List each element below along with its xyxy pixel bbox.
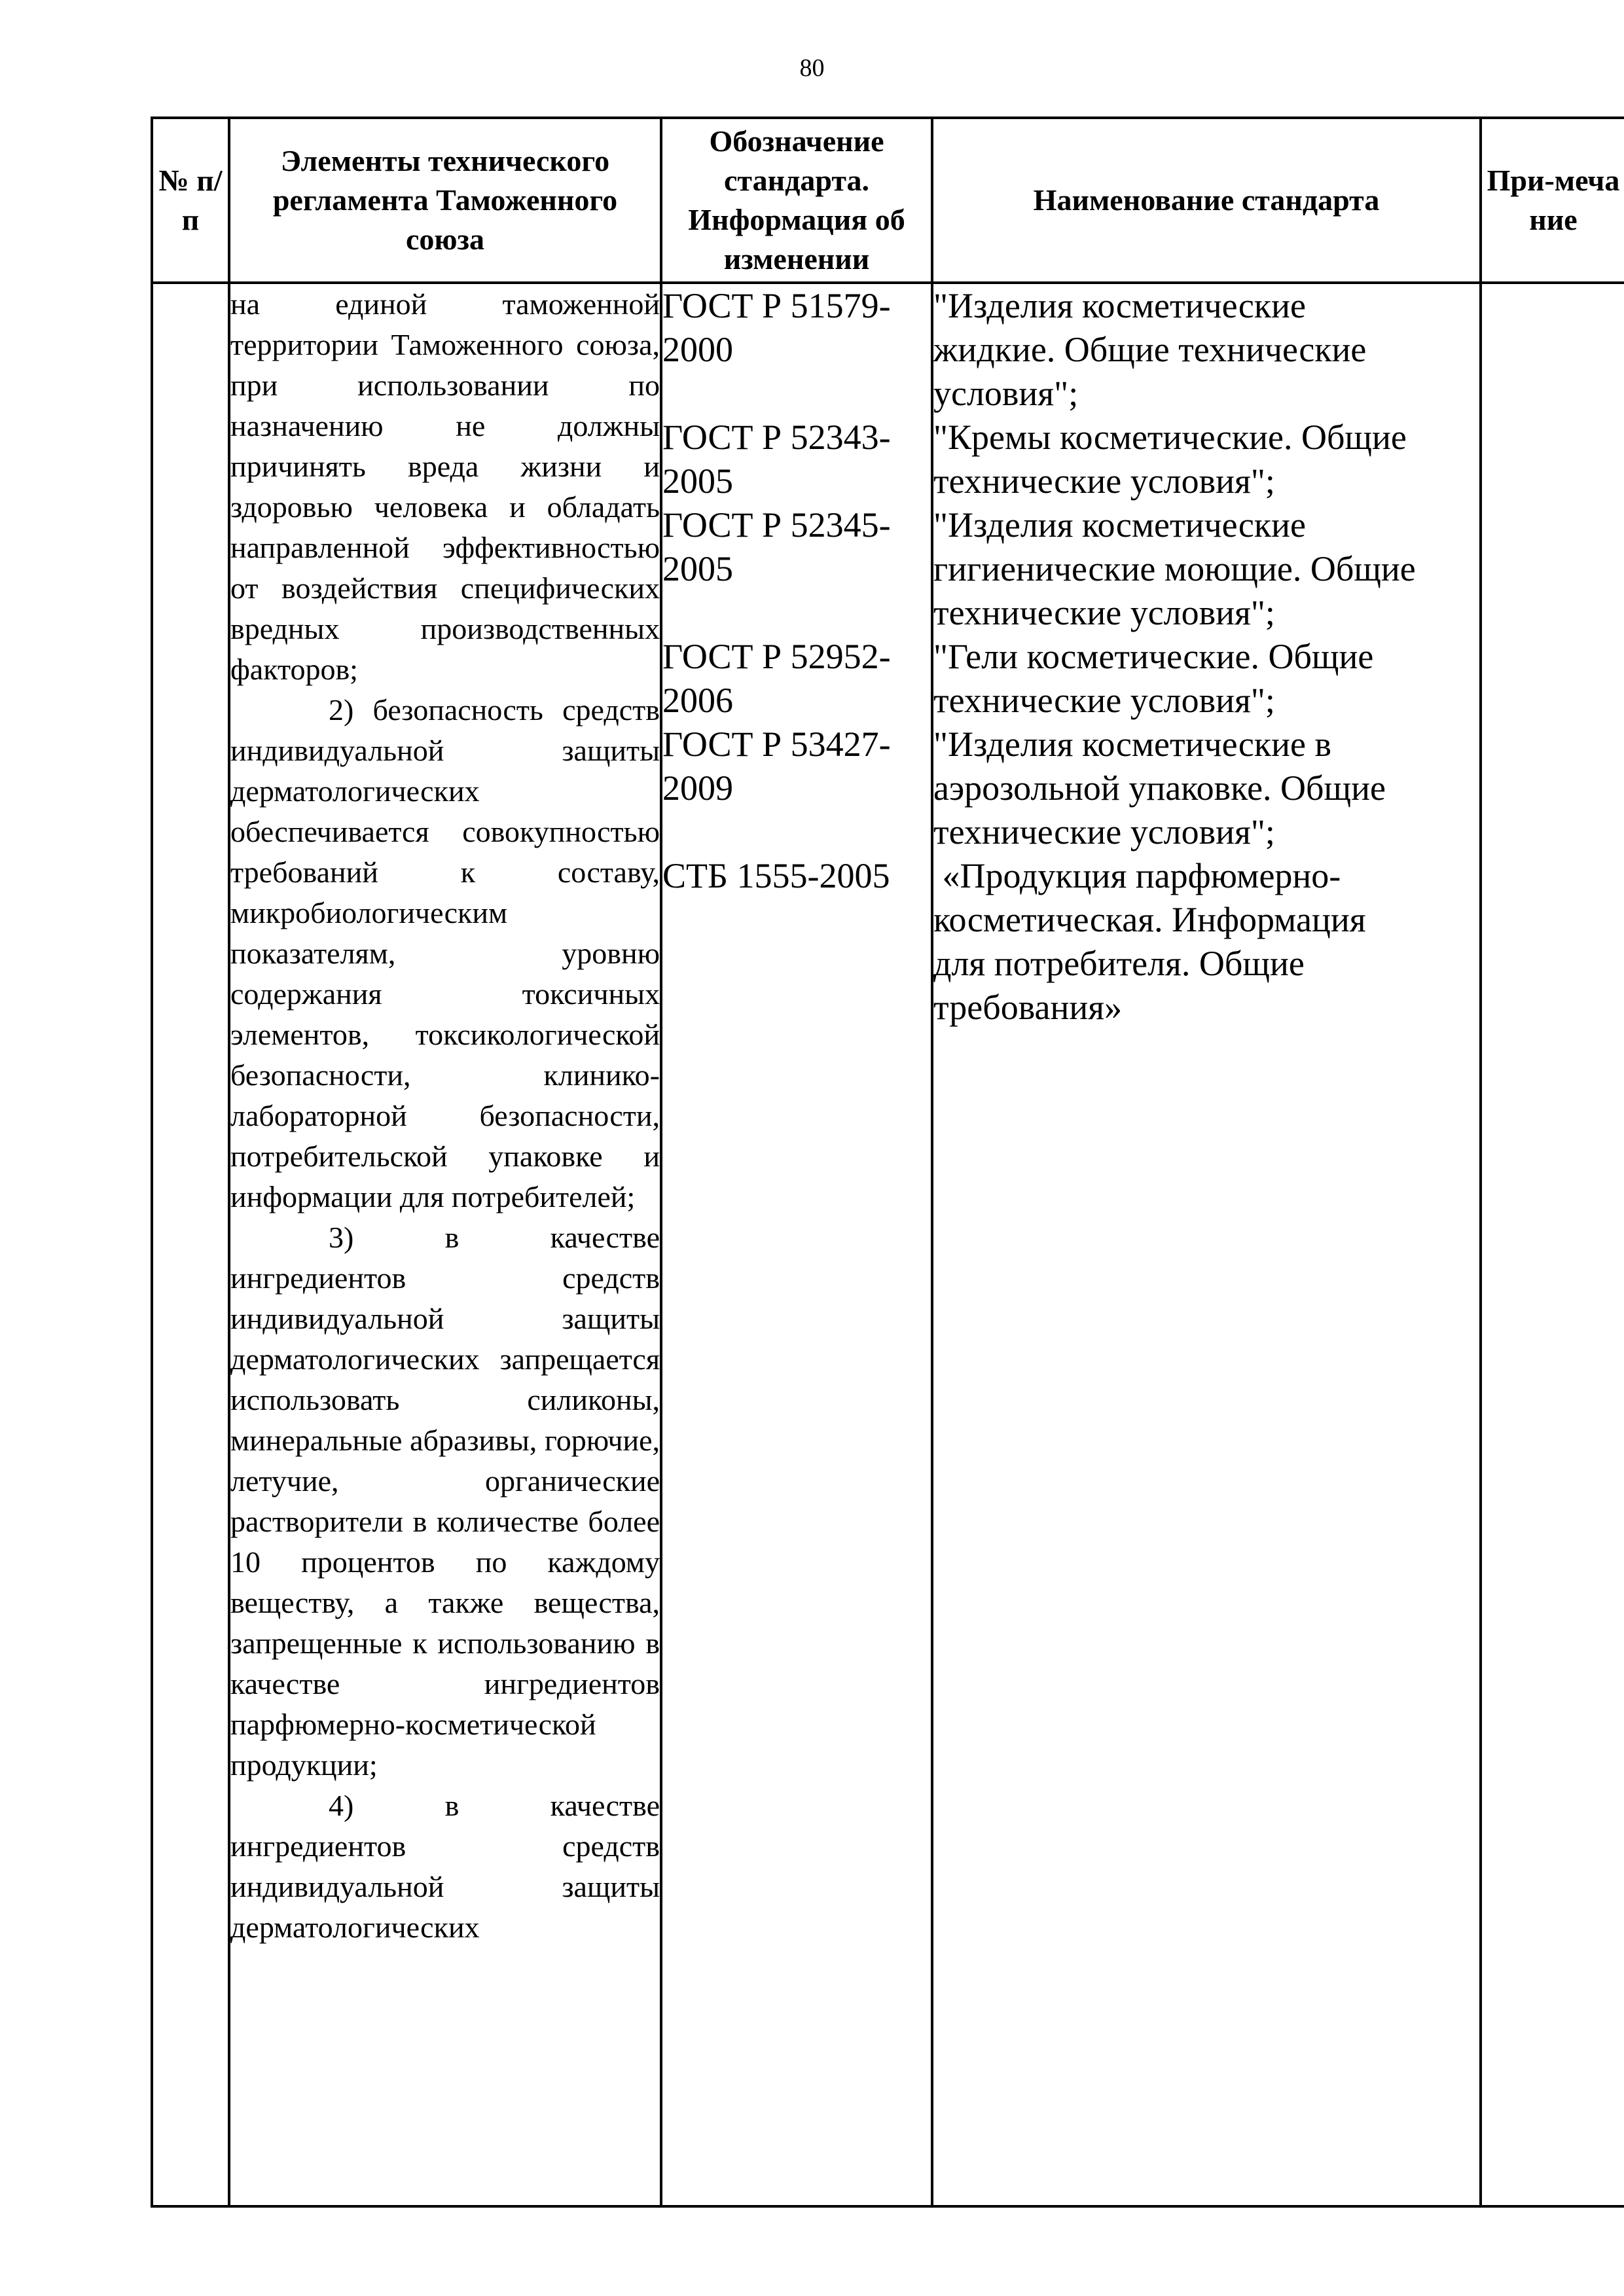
standard-name [933,635,1479,723]
standard-code-line: ГОСТ Р 53427- [662,725,891,764]
table-row [152,283,1624,2206]
standard-code-line: ГОСТ Р 51579- [662,286,891,325]
header-num: № п/п [152,118,229,283]
standard-name-line: "Изделия косметические в [933,725,1332,764]
cell-elements [229,283,661,2206]
standard-name-line: технические условия"; [933,681,1275,720]
standard-code-line: 2005 [662,461,733,501]
standard-code [662,416,931,503]
standard-name-line: требования» [933,988,1123,1027]
standard-code-line: 2009 [662,768,733,808]
standard-name [933,854,1479,1030]
standard-name [933,416,1479,503]
standards-table [151,117,1624,2208]
standard-name-line: гигиенические моющие. Общие [933,549,1416,588]
standard-name-line: "Изделия косметические [933,505,1307,545]
standard-name-line: технические условия"; [933,461,1275,501]
standard-name [933,284,1479,416]
spacer [662,591,931,635]
cell-note [1481,283,1624,2206]
standard-name-line: "Изделия косметические [933,286,1307,325]
standard-code [662,854,931,898]
standard-name [933,723,1479,854]
header-note: При-меча ние [1481,118,1624,283]
header-designation: Обозначение стандарта. Информация об изменении [661,118,932,283]
spacer [662,372,931,416]
standard-name-line: технические условия"; [933,593,1275,632]
standard-name-line: «Продукция парфюмерно- [933,856,1341,895]
elements-paragraph-3: 3) в качестве ингредиентов средств индивидуальной защиты дерматологических запрещается использовать силиконы, минеральные абразивы, горючие, летучие, органические растворители в количестве более 10 процентов по каждому веществу, а также вещества, запрещенные к использованию в качестве ингредиентов парфюмерно-косметической продукции; [230,1221,660,1782]
standard-code-line: 2005 [662,549,733,588]
standard-name-line: "Гели косметические. Общие [933,637,1374,676]
spacer [662,810,931,854]
standard-name-line: аэрозольной упаковке. Общие [933,768,1386,808]
standard-name-line: для потребителя. Общие [933,944,1305,983]
cell-names [932,283,1481,2206]
standard-name-line: косметическая. Информация [933,900,1366,939]
standard-code-line: ГОСТ Р 52343- [662,418,891,457]
standard-name-line: жидкие. Общие технические [933,330,1367,369]
cell-designations [661,283,932,2206]
header-name: Наименование стандарта [932,118,1481,283]
standard-code-line: 2000 [662,330,733,369]
standard-code [662,635,931,723]
standard-name-line: "Кремы косметические. Общие [933,418,1407,457]
standard-code-line: ГОСТ Р 52952- [662,637,891,676]
elements-paragraph-1: на единой таможенной территории Таможенного союза, при использовании по назначению не должны причинять вреда жизни и здоровью человека и обладать направленной эффективностью от воздействия специфических вредных производственных факторов; [230,287,660,686]
elements-paragraph-4: 4) в качестве ингредиентов средств индивидуальной защиты дерматологических [230,1789,660,1944]
standard-name [933,503,1479,635]
standard-code [662,284,931,416]
standard-name-line: технические условия"; [933,812,1275,852]
elements-paragraph-2: 2) безопасность средств индивидуальной защиты дерматологических обеспечивается совокупностью требований к составу, микробиологическим показателям, уровню содержания токсичных элементов, токсикологической безопасности, клинико-лабораторной безопасности, потребительской упаковке и информации для потребителей; [230,693,660,1213]
standard-code-line: ГОСТ Р 52345- [662,505,891,545]
cell-num [152,283,229,2206]
standard-code [662,723,931,854]
table-header-row [152,118,1624,283]
standard-name-line: условия"; [933,374,1079,413]
page-number: 80 [799,54,825,82]
standard-code-line: 2006 [662,681,733,720]
header-elements: Элементы технического регламента Таможенного союза [229,118,661,283]
standard-code-line: СТБ 1555-2005 [662,856,890,895]
standard-code [662,503,931,635]
